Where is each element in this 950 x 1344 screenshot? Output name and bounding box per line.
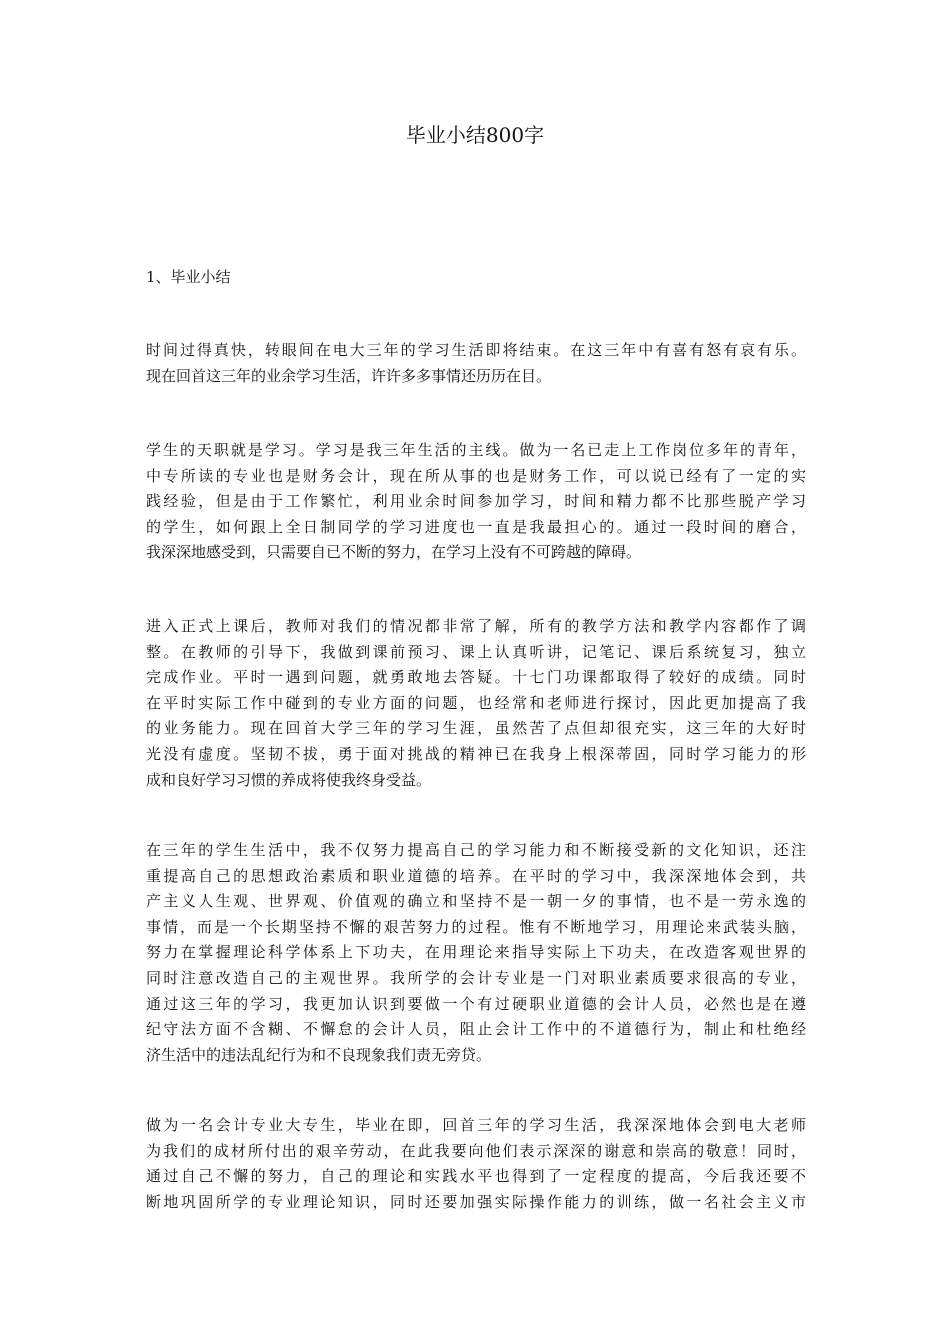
paragraph-line: 完成作业。平时一遇到问题，就勇敢地去答疑。十七门功课都取得了较好的成绩。同时 [146,668,806,687]
paragraph-5 [146,1113,806,1215]
paragraph-line: 进入正式上课后，教师对我们的情况都非常了解，所有的教学方法和教学内容都作了调 [146,617,806,635]
paragraph-line: 中专所读的专业也是财务会计，现在所从事的也是财务工作，可以说已经有了一定的实 [146,466,806,485]
paragraph-line: 产主义人生观、世界观、价值观的确立和坚持不是一朝一夕的事情，也不是一劳永逸的 [146,892,806,911]
paragraph-line: 重提高自己的思想政治素质和职业道德的培养。在平时的学习中，我深深地体会到，共 [146,866,806,885]
paragraph-line: 断地巩固所学的专业理论知识，同时还要加强实际操作能力的训练，做一名社会主义市 [146,1192,806,1211]
paragraph-line: 学生的天职就是学习。学习是我三年生活的主线。做为一名已走上工作岗位多年的青年， [146,441,806,459]
paragraph-line: 同时注意改造自己的主观世界。我所学的会计专业是一门对职业素质要求很高的专业， [146,968,806,987]
paragraph-line: 做为一名会计专业大专生，毕业在即，回首三年的学习生活，我深深地体会到电大老师 [146,1116,806,1134]
section-heading: 1、毕业小结 [146,268,231,286]
paragraph-2 [146,438,806,566]
paragraph-line: 现在回首这三年的业余学习生活，许许多多事情还历历在目。 [146,366,552,385]
paragraph-line: 努力在掌握理论科学体系上下功夫，在用理论来指导实际上下功夫，在改造客观世界的 [146,943,806,962]
paragraph-line: 在三年的学生生活中，我不仅努力提高自己的学习能力和不断接受新的文化知识，还注 [146,841,806,859]
paragraph-1 [146,338,806,389]
paragraph-line: 整。在教师的引导下，我做到课前预习、课上认真听讲，记笔记、课后系统复习，独立 [146,642,806,661]
paragraph-line: 践经验，但是由于工作繁忙，利用业余时间参加学习，时间和精力都不比那些脱产学习 [146,492,806,511]
paragraph-line: 我深深地感受到，只需要自已不断的努力，在学习上没有不可跨越的障碍。 [146,543,642,562]
paragraph-line: 通过自己不懈的努力，自己的理论和实践水平也得到了一定程度的提高，今后我还要不 [146,1167,806,1186]
paragraph-line: 的学生，如何跟上全日制同学的学习进度也一直是我最担心的。通过一段时间的磨合， [146,517,806,536]
paragraph-line: 时间过得真快，转眼间在电大三年的学习生活即将结束。在这三年中有喜有怒有哀有乐。 [146,341,806,359]
paragraph-line: 纪守法方面不含糊、不懈怠的会计人员，阻止会计工作中的不道德行为，制止和杜绝经 [146,1020,806,1039]
paragraph-line: 为我们的成材所付出的艰辛劳动，在此我要向他们表示深深的谢意和崇高的敬意！同时， [146,1141,806,1160]
paragraph-line: 事情，而是一个长期坚持不懈的艰苦努力的过程。惟有不断地学习，用理论来武装头脑， [146,917,806,936]
paragraph-4 [146,838,806,1068]
paragraph-line: 光没有虚度。坚韧不拔，勇于面对挑战的精神已在我身上根深蒂固，同时学习能力的形 [146,744,806,763]
paragraph-line: 济生活中的违法乱纪行为和不良现象我们责无旁贷。 [146,1045,492,1064]
paragraph-line: 成和良好学习习惯的养成将使我终身受益。 [146,770,432,789]
paragraph-line: 在平时实际工作中碰到的专业方面的问题，也经常和老师进行探讨，因此更加提高了我 [146,693,806,712]
paragraph-line: 的业务能力。现在回首大学三年的学习生涯，虽然苦了点但却很充实，这三年的大好时 [146,719,806,738]
paragraph-line: 通过这三年的学习，我更加认识到要做一个有过硬职业道德的会计人员，必然也是在遵 [146,994,806,1013]
paragraph-3 [146,614,806,793]
document-title: 毕业小结800字 [405,123,545,147]
